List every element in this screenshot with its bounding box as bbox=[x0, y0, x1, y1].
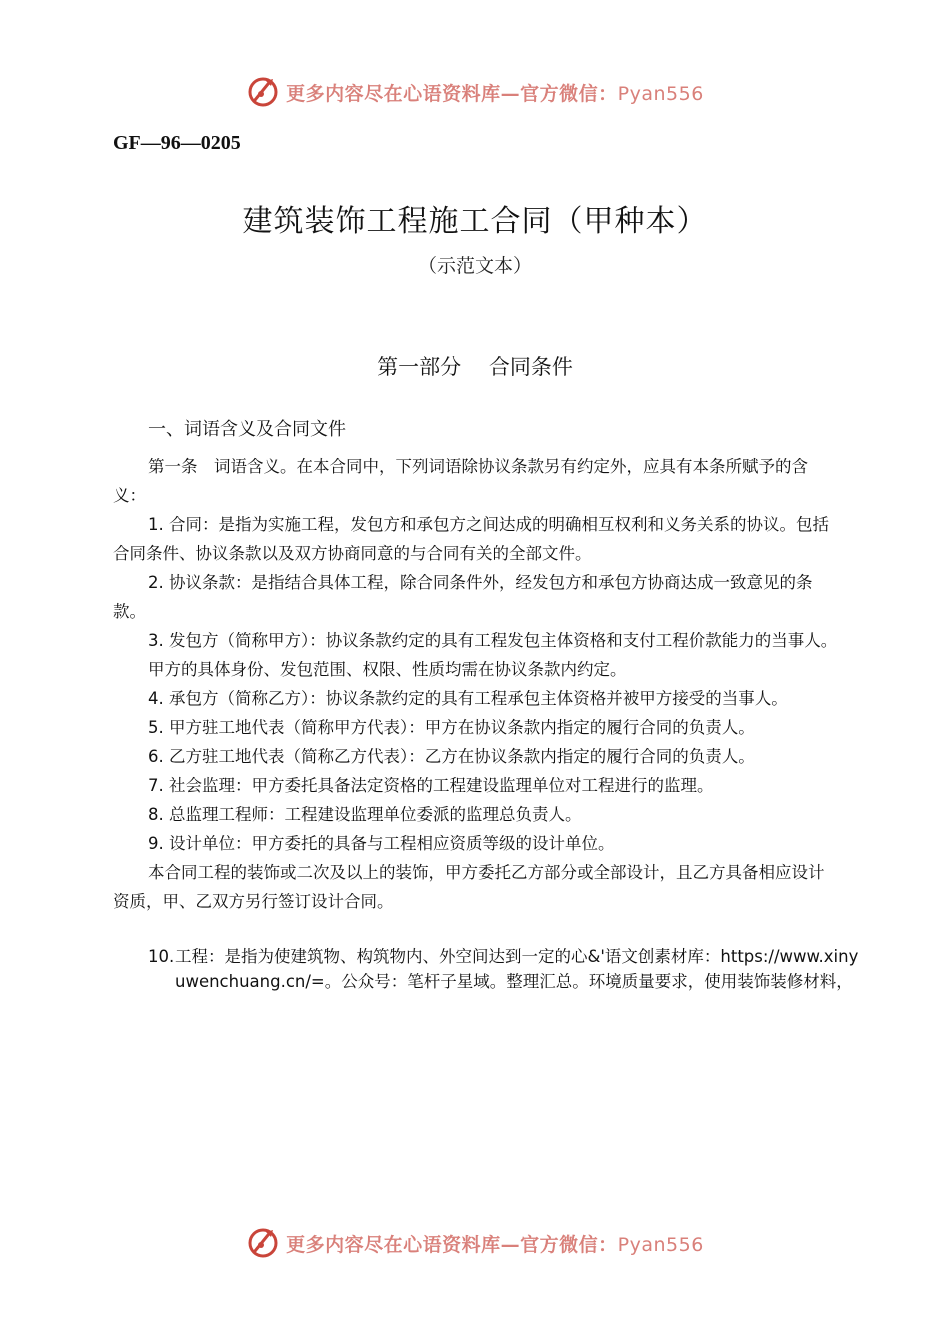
clause-paragraph: 9. 设计单位：甲方委托的具备与工程相应资质等级的设计单位。 bbox=[148, 834, 615, 853]
clause-number: 10. bbox=[148, 947, 175, 966]
clause-paragraph: 4. 承包方（简称乙方）：协议条款约定的具有工程承包主体资格并被甲方接受的当事人。 bbox=[148, 689, 788, 708]
wechat-id: Pyan556 bbox=[617, 1233, 704, 1256]
footer-banner bbox=[0, 1223, 950, 1263]
document-title: 建筑装饰工程施工合同（甲种本） bbox=[242, 204, 708, 239]
wechat-id: Pyan556 bbox=[617, 82, 704, 105]
logo-icon bbox=[246, 1226, 280, 1260]
banner-text: 更多内容尽在心语资料库—官方微信：Pyan556 bbox=[286, 1233, 704, 1256]
clause-paragraph: 5. 甲方驻工地代表（简称甲方代表）：甲方在协议条款内指定的履行合同的负责人。 bbox=[148, 718, 755, 737]
clause-paragraph: 3. 发包方（简称甲方）：协议条款约定的具有工程发包主体资格和支付工程价款能力的当事人。 bbox=[148, 631, 838, 650]
banner-text: 更多内容尽在心语资料库—官方微信：Pyan556 bbox=[286, 82, 704, 105]
logo-icon bbox=[246, 75, 280, 109]
clause-paragraph: 本合同工程的装饰或二次及以上的装饰，甲方委托乙方部分或全部设计，且乙方具备相应设计资质，甲、乙双方另行签订设计合同。 bbox=[113, 863, 825, 911]
clause-paragraph: 8. 总监理工程师：工程建设监理单位委派的监理总负责人。 bbox=[148, 805, 582, 824]
clause-paragraph: 2. 协议条款：是指结合具体工程，除合同条件外，经发包方和承包方协商达成一致意见的条款。 bbox=[113, 573, 813, 621]
clause-paragraph: 甲方的具体身份、发包范围、权限、性质均需在协议条款内约定。 bbox=[148, 660, 627, 679]
section-title: 一、词语含义及合同文件 bbox=[148, 419, 346, 440]
part-title: 第一部分 合同条件 bbox=[377, 355, 573, 379]
document-code: GF—96—0205 bbox=[113, 132, 241, 154]
contract-body bbox=[113, 452, 838, 916]
clause-paragraph: 7. 社会监理：甲方委托具备法定资格的工程建设监理单位对工程进行的监理。 bbox=[148, 776, 714, 795]
clause-paragraph: 第一条 词语含义。在本合同中，下列词语除协议条款另有约定外，应具有本条所赋予的含义： bbox=[113, 457, 808, 505]
clause-paragraph: 1. 合同：是指为实施工程，发包方和承包方之间达成的明确相互权利和义务关系的协议。包括合同条件、协议条款以及双方协商同意的与合同有关的全部文件。 bbox=[113, 515, 829, 563]
clause-item-10 bbox=[148, 944, 868, 994]
document-subtitle: （示范文本） bbox=[417, 255, 532, 277]
clause-text: 工程：是指为使建筑物、构筑物内、外空间达到一定的心&'语文创素材库：https://www.xinyuwenchuang.cn/=。公众号：笔杆子星域。整理汇总。环境质量要求，使用装饰装修材料， bbox=[175, 947, 859, 991]
header-banner bbox=[0, 72, 950, 112]
clause-paragraph: 6. 乙方驻工地代表（简称乙方代表）：乙方在协议条款内指定的履行合同的负责人。 bbox=[148, 747, 755, 766]
